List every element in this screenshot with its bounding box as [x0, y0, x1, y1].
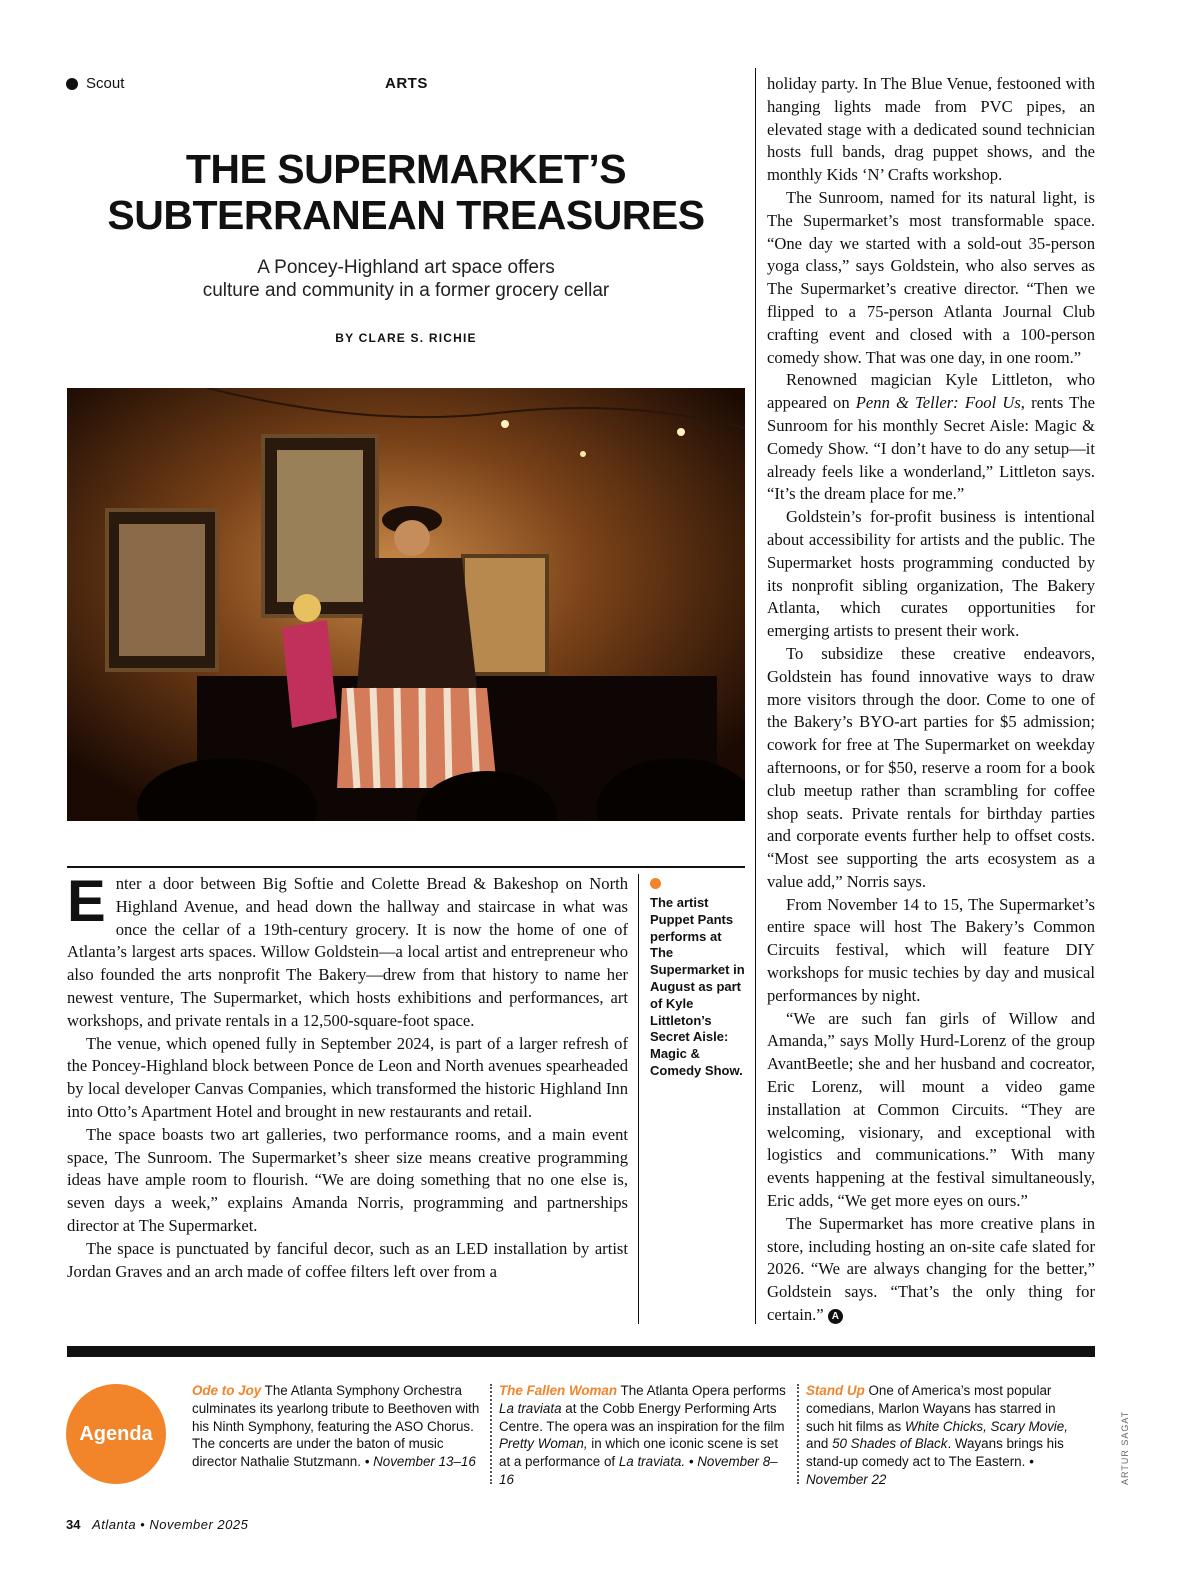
agenda-item-title: The Fallen Woman	[499, 1383, 618, 1398]
agenda-item-title: Ode to Joy	[192, 1383, 262, 1398]
article-paragraph: The space boasts two art galleries, two performance rooms, and a main event space, The Sunroom. The Supermarket’s sheer size means creative programming ideas have ample room to flourish. “We are doing something that no one else is, seven days a week,” explains Amanda Norris, programming and partnerships director at The Supermarket.	[67, 1124, 628, 1235]
dek	[66, 256, 746, 302]
article-paragraph: Renowned magician Kyle Littleton, who appeared on Penn & Teller: Fool Us, rents The Sunroom for his monthly Secret Aisle: Magic & Comedy Show. “I don’t have to do any setup—it already feels like a wonderland,” Littleton says. “It’s the dream place for me.”	[767, 370, 1095, 504]
article-paragraph: Enter a door between Big Softie and Colette Bread & Bakeshop on North Highland Avenue, and head down the hallway and staircase in what was once the cellar of a 19th-century grocery. It is now the home of one of Atlanta’s largest arts spaces. Willow Goldstein—a local artist and entrepreneur who also founded the arts nonprofit The Bakery—drew from that history to name her newest venture, The Supermarket, which hosts exhibitions and performances, art workshops, and private rentals in a 12,500-square-foot space.	[67, 869, 628, 1030]
article-paragraph: The Supermarket has more creative plans in store, including hosting an on-site cafe slated for 2026. “We are always changing for the better,” Goldstein says. “That’s the only thing for certain.” A	[767, 1213, 1095, 1325]
dek-line-2: culture and community in a former grocery cellar	[202, 280, 610, 301]
page-footer	[66, 1517, 248, 1532]
article-paragraph: To subsidize these creative endeavors, Goldstein has found innovative ways to draw more visitors through the door. Come to one of the Bakery’s BYO-art parties for $5 admission; cowork for free at The Supermarket on weekday afternoons, or for $50, reserve a room for a book club meetup rather than scrambling for coffee shop seats. Private rentals for birthday parties and corporate events further help to offset costs. “Most see supporting the arts ecosystem as a value add,” Norris says.	[767, 643, 1095, 891]
section-tag	[66, 75, 124, 92]
caption-divider	[638, 874, 639, 1324]
article-column-left	[67, 869, 628, 1283]
byline: BY CLARE S. RICHIE	[335, 331, 477, 345]
agenda-item: The Fallen Woman The Atlanta Opera performs La traviata at the Cobb Energy Performing Arts Centre. The opera was an inspiration for the film Pretty Woman, in which one iconic scene is set at a performance of La traviata. • November 8–16	[499, 1383, 786, 1487]
agenda-item-date: • November 22	[806, 1454, 1034, 1487]
agenda-separator	[490, 1384, 492, 1484]
agenda-item-date: • November 13–16	[364, 1454, 476, 1470]
performance-photo	[67, 388, 745, 821]
article-paragraph: From November 14 to 15, The Supermarket’s entire space will host The Bakery’s Common Circuits festival, which will feature DIY workshops for music techies by day and musical performances by night.	[767, 894, 1095, 1005]
photo-rule	[67, 866, 745, 868]
drop-cap: E	[67, 869, 106, 934]
photo-caption	[650, 874, 746, 1080]
performance-photo-illustration	[67, 388, 745, 821]
headline	[66, 146, 746, 238]
column-divider	[755, 68, 756, 1324]
agenda-separator	[797, 1384, 799, 1484]
photo-credit: ARTUR SAGAT	[1120, 1410, 1130, 1485]
article-paragraph: holiday party. In The Blue Venue, festooned with hanging lights made from PVC pipes, an elevated stage with a dedicated sound technician hosts full bands, drag puppet shows, and the monthly Kids ‘N’ Crafts workshop.	[767, 74, 1095, 185]
article-paragraph: “We are such fan girls of Willow and Amanda,” says Molly Hurd-Lorenz of the group AvantBeetle; she and her husband and cocreator, Eric Lorenz, will mount a video game installation at Common Circuits. “They are welcoming, visionary, and exceptional with logistics and communications.” With many events happening at the festival simultaneously, Eric adds, “We get more eyes on ours.”	[767, 1008, 1095, 1211]
agenda-item-date: . • November 8–16	[499, 1454, 778, 1487]
agenda-item: Ode to Joy The Atlanta Symphony Orchestra culminates its yearlong tribute to Beethoven with his Ninth Symphony, featuring the ASO Chorus. The concerts are under the baton of music director Nathalie Stutzmann. • November 13–16	[192, 1383, 480, 1470]
article-paragraph: The venue, which opened fully in September 2024, is part of a larger refresh of the Poncey-Highland block between Ponce de Leon and North avenues spearheaded by local developer Canvas Companies, which transformed the historic Highland Inn into Otto’s Apartment Hotel and brought in new restaurants and retail.	[67, 1033, 628, 1121]
end-mark-icon: A	[828, 1309, 843, 1324]
show-title: Penn & Teller: Fool Us	[855, 393, 1021, 413]
agenda-item-title: Stand Up	[806, 1383, 865, 1398]
agenda-badge: Agenda	[66, 1384, 166, 1484]
headline-line-1: THE SUPERMARKET’S	[185, 146, 627, 192]
caption-dot-icon	[650, 878, 661, 889]
article-paragraph: The Sunroom, named for its natural light, is The Supermarket’s most transformable space. “One day we started with a sold-out 35-person yoga class,” says Goldstein, who also serves as The Supermarket’s creative director. “Then we flipped to a 75-person Atlanta Journal Club crafting event and closed with a 100-person comedy show. That was one day, in one room.”	[767, 187, 1095, 367]
agenda-rule	[67, 1346, 1095, 1357]
article-column-right	[767, 73, 1095, 1327]
agenda-item: Stand Up One of America’s most popular comedians, Marlon Wayans has starred in such hit films as White Chicks, Scary Movie, and 50 Shades of Black. Wayans brings his stand-up comedy act to The Eastern. • November 22	[806, 1383, 1068, 1487]
bullet-icon	[66, 78, 78, 90]
folio: Atlanta • November 2025	[92, 1517, 249, 1532]
headline-line-2: SUBTERRANEAN TREASURES	[107, 192, 705, 238]
caption-text: The artist Puppet Pants performs at The Supermarket in August as part of Kyle Littleton’s Secret Aisle: Magic & Comedy Show.	[650, 895, 745, 1078]
article-paragraph: Goldstein’s for-profit business is intentional about accessibility for artists and the public. The Supermarket hosts programming conducted by its nonprofit sibling organization, The Bakery Atlanta, which curates opportunities for emerging artists to present their work.	[767, 507, 1095, 641]
page-number: 34	[66, 1517, 81, 1532]
kicker: ARTS	[385, 75, 428, 92]
photo-credit-wrap	[1120, 1410, 1194, 1495]
dek-line-1: A Poncey-Highland art space offers	[257, 257, 555, 278]
section-label: Scout	[86, 75, 125, 92]
article-paragraph: The space is punctuated by fanciful decor, such as an LED installation by artist Jordan Graves and an arch made of coffee filters left over from a	[67, 1238, 628, 1281]
